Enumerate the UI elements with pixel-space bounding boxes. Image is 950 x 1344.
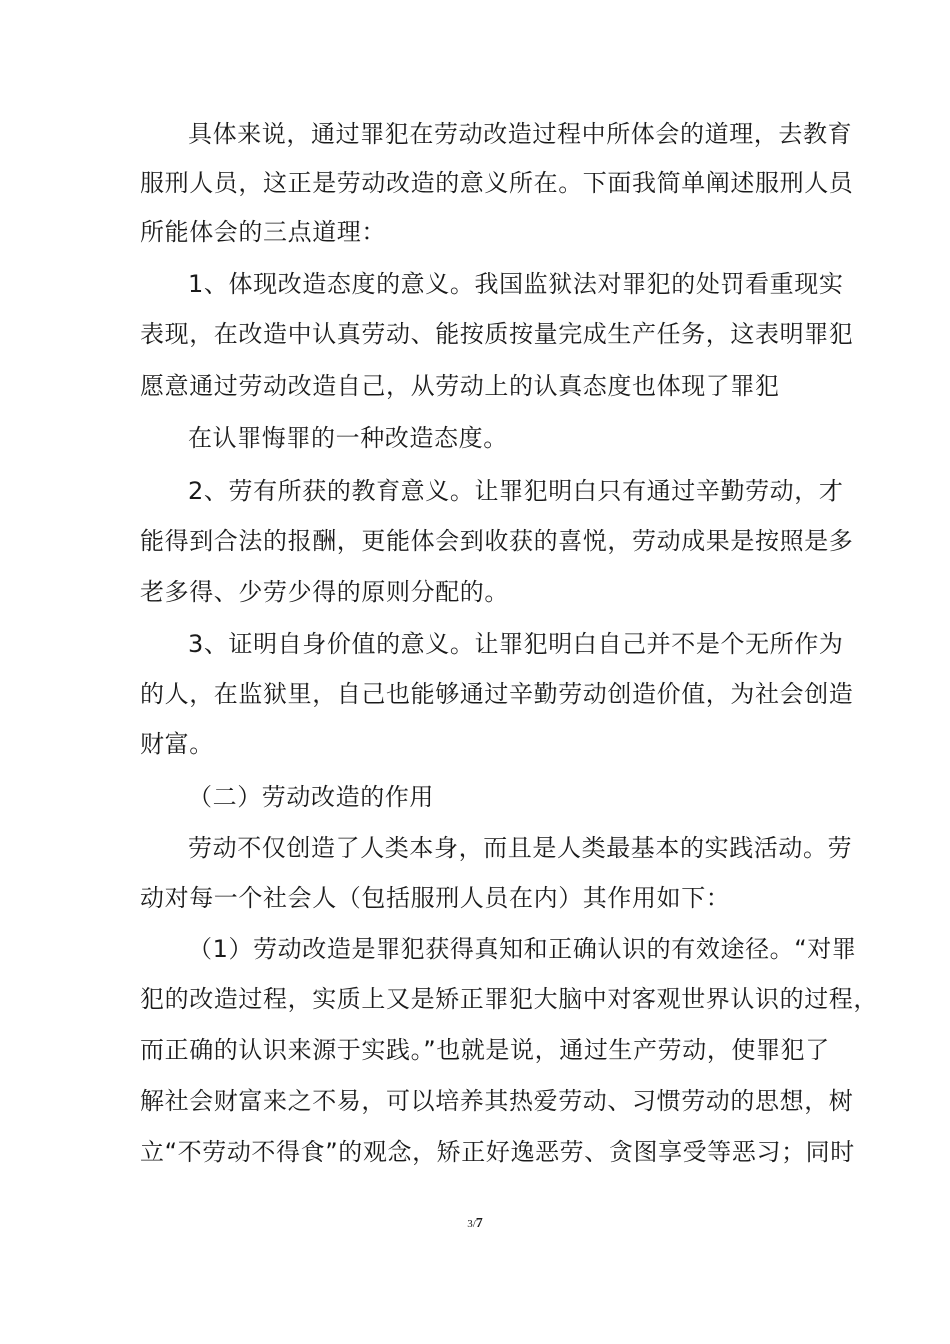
text-line: 表现，在改造中认真劳动、能按质按量完成生产任务，这表明罪犯 (140, 320, 854, 348)
page-separator: / (472, 1218, 476, 1230)
text-line: 财富。 (140, 730, 214, 758)
text-line: 而正确的认识来源于实践。”也就是说，通过生产劳动，使罪犯了 (140, 1036, 830, 1064)
text-line: 犯的改造过程，实质上又是矫正罪犯大脑中对客观世界认识的过程， (140, 985, 878, 1013)
text-line: 愿意通过劳动改造自己，从劳动上的认真态度也体现了罪犯 (140, 372, 780, 400)
current-page-number: 3 (467, 1218, 473, 1230)
text-line: 3、证明自身价值的意义。让罪犯明白自己并不是个无所作为 (188, 630, 844, 658)
text-line: 立“不劳动不得食”的观念，矫正好逸恶劳、贪图享受等恶习；同时 (140, 1138, 855, 1166)
text-line: 的人，在监狱里，自己也能够通过辛勤劳动创造价值，为社会创造 (140, 680, 854, 708)
page-number (0, 1216, 950, 1232)
text-line: 服刑人员，这正是劳动改造的意义所在。下面我简单阐述服刑人员 (140, 169, 854, 197)
text-line: 解社会财富来之不易，可以培养其热爱劳动、习惯劳动的思想，树 (140, 1087, 854, 1115)
text-line: 动对每一个社会人（包括服刑人员在内）其作用如下： (140, 884, 731, 912)
section-heading: （二）劳动改造的作用 (188, 783, 434, 811)
text-line: 1、体现改造态度的意义。我国监狱法对罪犯的处罚看重现实 (188, 270, 844, 298)
total-pages-number: 7 (475, 1216, 483, 1231)
text-line: 能得到合法的报酬，更能体会到收获的喜悦，劳动成果是按照是多 (140, 527, 854, 555)
text-line: 老多得、少劳少得的原则分配的。 (140, 578, 509, 606)
text-line: 具体来说，通过罪犯在劳动改造过程中所体会的道理，去教育 (188, 120, 853, 148)
text-line: （1）劳动改造是罪犯获得真知和正确认识的有效途径。“对罪 (188, 935, 857, 963)
text-line: 2、劳有所获的教育意义。让罪犯明白只有通过辛勤劳动，才 (188, 477, 844, 505)
text-line: 在认罪悔罪的一种改造态度。 (188, 424, 508, 452)
text-line: 所能体会的三点道理： (140, 218, 386, 246)
text-line: 劳动不仅创造了人类本身，而且是人类最基本的实践活动。劳 (188, 834, 853, 862)
